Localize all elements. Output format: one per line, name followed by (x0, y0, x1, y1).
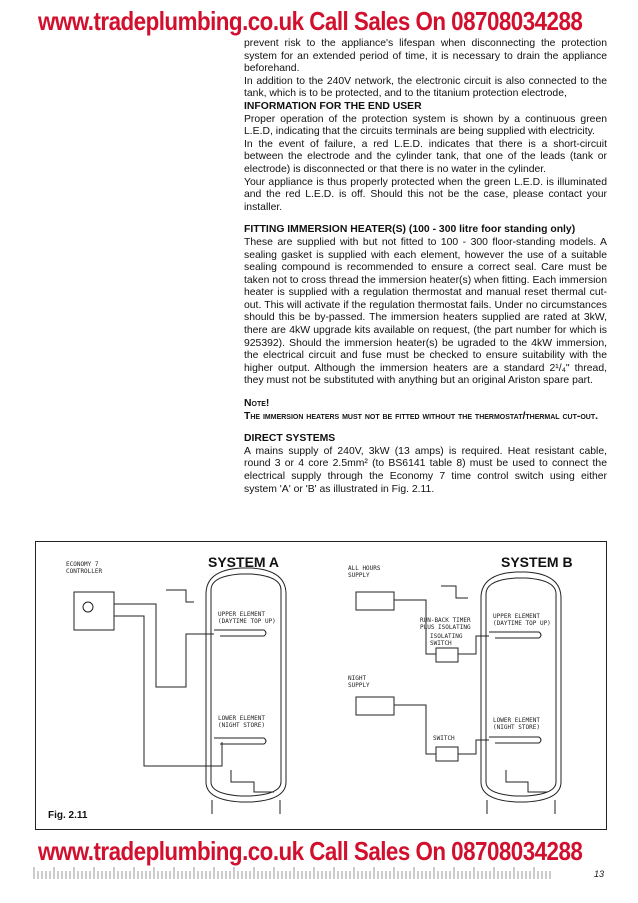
cylinder-a-jacket (206, 568, 286, 802)
economy7-controller-box (74, 592, 114, 630)
system-a-title: SYSTEM A (208, 554, 280, 570)
info-paragraph-1: Proper operation of the protection system is shown by a continuous green L.E.D, indicating that the circuits terminals are being supplied with electricity. (244, 113, 607, 138)
footer-tick-rule (32, 866, 552, 882)
cylinder-b-jacket (481, 572, 561, 802)
lower-element-a-label-2: (NIGHT STORE) (218, 722, 265, 729)
upper-element-b-label-2: (DAYTIME TOP UP) (493, 620, 551, 627)
note-heading: Note! (244, 398, 270, 410)
cylinder-b (486, 578, 556, 796)
switch-label: SWITCH (433, 735, 455, 742)
page-number: 13 (594, 869, 605, 879)
intro-paragraph-1: prevent risk to the appliance's lifespan when disconnecting the protection system for an extended period of time, it is necessary to drain the appliance beforehand. (244, 38, 607, 75)
info-heading: INFORMATION FOR THE END USER (244, 100, 422, 112)
intro-paragraph-2: In addition to the 240V network, the electronic circuit is also connected to the tank, which is to be protected, and to the titanium protection electrode, (244, 75, 607, 100)
run-back-label-2: PLUS ISOLATING (420, 624, 471, 631)
upper-element-a-label-2: (DAYTIME TOP UP) (218, 618, 276, 625)
note-text: The immersion heaters must not be fitted without the thermostat/thermal cut-out. (244, 410, 598, 422)
run-back-label-1: RUN-BACK TIMER (420, 617, 471, 624)
isolating-switch-box (436, 648, 458, 662)
all-hours-label-2: SUPPLY (348, 572, 370, 579)
direct-heading: DIRECT SYSTEMS (244, 433, 336, 445)
economy7-label-2: CONTROLLER (66, 568, 103, 575)
isolating-label-2: SWITCH (430, 640, 452, 647)
upper-element-b-label-1: UPPER ELEMENT (493, 613, 540, 620)
fitting-heading: FITTING IMMERSION HEATER(S) (100 - 300 litre foor standing only) (244, 224, 576, 236)
isolating-label-1: ISOLATING (430, 633, 463, 640)
lower-element-b-label-1: LOWER ELEMENT (493, 717, 540, 724)
upper-element-a-label-1: UPPER ELEMENT (218, 611, 265, 618)
wiring-figure (35, 541, 607, 830)
upper-element-b (489, 632, 541, 638)
fitting-paragraph: These are supplied with but not fitted to 100 - 300 floor-standing models. A sealing gasket is supplied with each element, however the use of a suitable sealing compound is recommended to ensure a correct seal. Care must be taken not to cross thread the immersion heater(s) when fitting. Each immersion heater is supplied with a regulation thermostat and manual reset thermal cut-out. This will activate if the regulation thermostat fails. Under no circumstances should this be by-passed. The immersion heaters supplied are rated at 3kW, there are 4kW upgrade kits available on request, (the part number for which is 925392). Should the immersion heater(s) be ugraded to the 4kW immersion, the electrical circuit and fuse must be checked to ensure suitability with the higher output. Although the immersion heaters are a standard 2¹/₄" thread, they must not be substituted with anything but an original Ariston spare part. (244, 236, 607, 387)
switch-box (436, 747, 458, 761)
system-b-title: SYSTEM B (501, 554, 573, 570)
lower-element-b-label-2: (NIGHT STORE) (493, 724, 540, 731)
night-supply-label-1: NIGHT (348, 675, 367, 682)
header-banner[interactable]: www.tradeplumbing.co.uk Call Sales On 08708034288 (38, 6, 583, 36)
footer-banner[interactable]: www.tradeplumbing.co.uk Call Sales On 08708034288 (38, 836, 583, 866)
info-paragraph-2: In the event of failure, a red L.E.D. indicates that there is a short-circuit between the electrode and the cylinder tank, that one of the leads (tank or electrode) is disconnected or that there is no water in the cylinder. (244, 138, 607, 175)
upper-element-a (214, 630, 266, 636)
all-hours-label-1: ALL HOURS (348, 565, 381, 572)
all-hours-supply-box (356, 592, 394, 610)
direct-paragraph: A mains supply of 240V, 3kW (13 amps) is required. Heat resistant cable, round 3 or 4 core 2.5mm² (to BS6141 table 8) must be used to connect the electrical supply through the Economy 7 time control switch using either system 'A' or 'B' as illustrated in Fig. 2.11. (244, 445, 607, 495)
lower-element-b (489, 737, 541, 743)
figure-caption: Fig. 2.11 (48, 810, 88, 821)
wiring-diagram (36, 542, 606, 829)
night-supply-box (356, 697, 394, 715)
economy7-label-1: ECONOMY 7 (66, 561, 99, 568)
night-supply-label-2: SUPPLY (348, 682, 370, 689)
info-paragraph-3: Your appliance is thus properly protected when the green L.E.D. is illuminated and the red L.E.D. is off. Should this not be the case, please contact your installer. (244, 176, 607, 213)
body-column (244, 38, 607, 496)
lower-element-a-label-1: LOWER ELEMENT (218, 715, 265, 722)
